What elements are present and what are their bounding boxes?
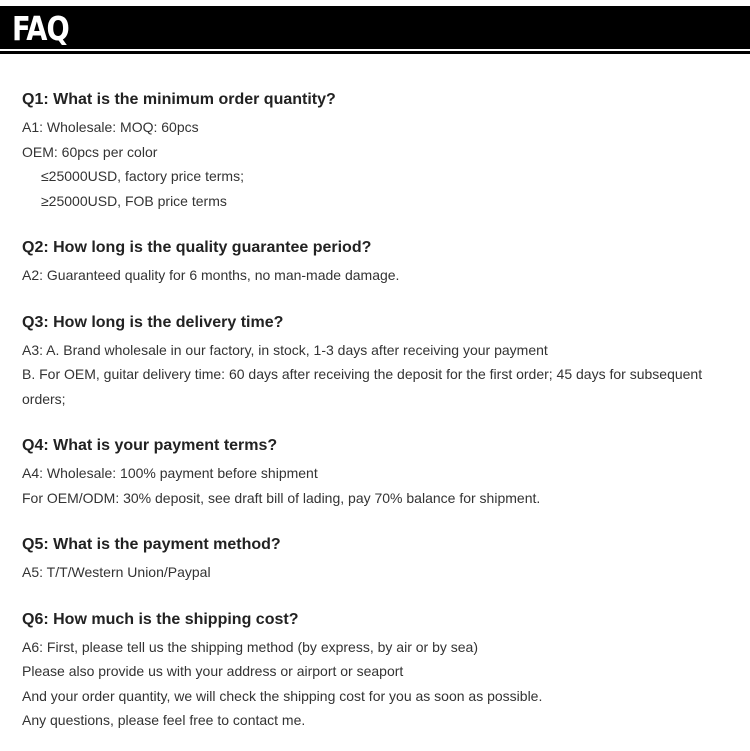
faq-answer-line: Please also provide us with your address or airport or seaport — [22, 663, 404, 679]
faq-answer-line: And your order quantity, we will check the shipping cost for you as soon as possible. — [22, 687, 543, 704]
faq-spacer — [22, 585, 732, 608]
faq-answer-line: A5: T/T/Western Union/Paypal — [22, 564, 211, 580]
faq-answer-line: A1: Wholesale: MOQ: 60pcs — [22, 119, 199, 135]
faq-item — [22, 88, 732, 213]
faq-answer-line: A6: First, please tell us the shipping method (by express, by air or by sea) — [22, 638, 478, 655]
faq-answer-line: Any questions, please feel free to contact me. — [22, 712, 306, 728]
faq-question: Q1: What is the minimum order quantity? — [22, 91, 336, 108]
faq-list — [22, 88, 732, 733]
faq-header-bar — [0, 6, 750, 49]
faq-spacer — [22, 411, 732, 434]
faq-answer-line: ≤25000USD, factory price terms; — [41, 168, 244, 184]
faq-item — [22, 434, 732, 510]
faq-answer-line: A2: Guaranteed quality for 6 months, no man-made damage. — [22, 267, 400, 283]
faq-spacer — [22, 510, 732, 533]
faq-item — [22, 608, 732, 733]
faq-item — [22, 533, 732, 585]
faq-answer-line: ≥25000USD, FOB price terms — [41, 192, 227, 209]
faq-question: Q5: What is the payment method? — [22, 536, 281, 553]
faq-question: Q6: How much is the shipping cost? — [22, 610, 299, 628]
faq-spacer — [22, 288, 732, 311]
faq-answer-line: OEM: 60pcs per color — [22, 143, 158, 160]
faq-spacer — [22, 213, 732, 236]
faq-item — [22, 311, 732, 412]
faq-question: Q4: What is your payment terms? — [22, 437, 278, 454]
faq-item — [22, 236, 732, 288]
faq-answer-line: For OEM/ODM: 30% deposit, see draft bill of lading, pay 70% balance for shipment. — [22, 489, 541, 506]
faq-answer-line: B. For OEM, guitar delivery time: 60 days after receiving the deposit for the first order; 45 days for subsequent orders; — [22, 366, 703, 407]
page-title: FAQ — [12, 9, 69, 48]
faq-answer-line: A4: Wholesale: 100% payment before shipment — [22, 465, 318, 481]
header-divider — [0, 51, 750, 54]
faq-question: Q3: How long is the delivery time? — [22, 313, 284, 331]
faq-answer-line: A3: A. Brand wholesale in our factory, in stock, 1-3 days after receiving your payment — [22, 341, 548, 358]
faq-question: Q2: How long is the quality guarantee period? — [22, 239, 372, 256]
